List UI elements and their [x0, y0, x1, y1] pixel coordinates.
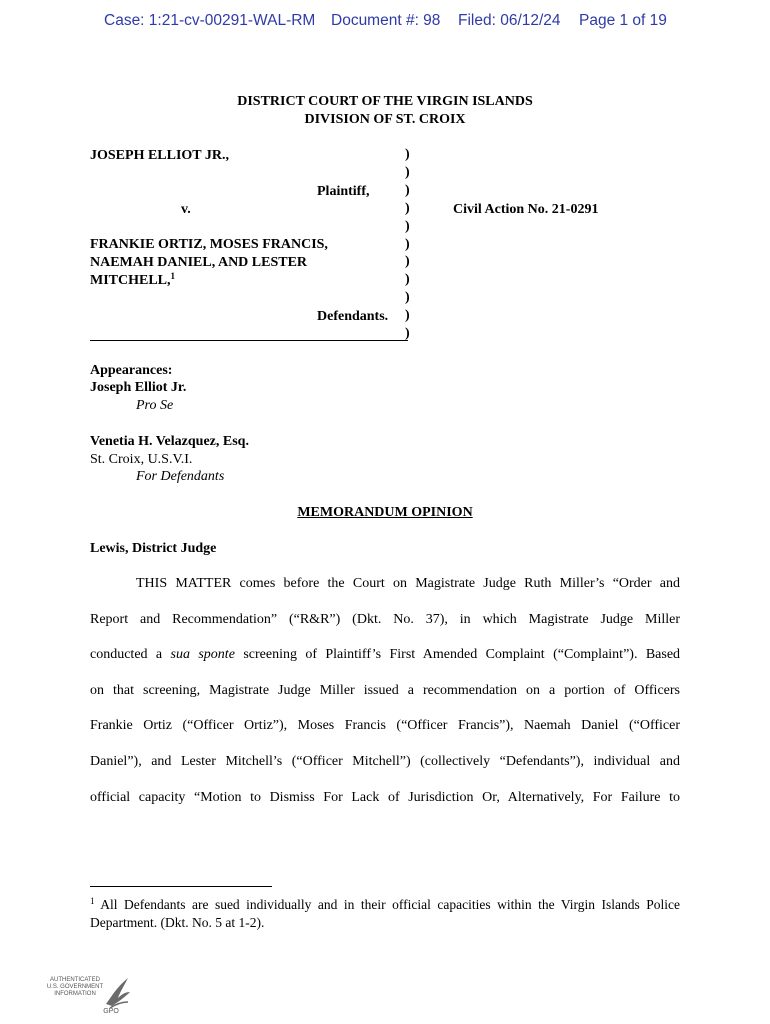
- document-number: Document #: 98: [331, 12, 441, 29]
- footnote-number: 1: [90, 896, 95, 906]
- defendants-line-1: FRANKIE ORTIZ, MOSES FRANCIS,: [90, 237, 328, 252]
- caption-parentheses: ) ) ) ) ) ) ) ) ) ) ): [405, 147, 410, 342]
- footnote-1: $^1$ All Defendants are sued individually and in their official capacities within the Virgin Islands Police Department. (Dkt. No. 5 at 1-2).: [90, 896, 680, 930]
- plaintiff-counsel: Joseph Elliot Jr.: [90, 380, 187, 395]
- court-name: DISTRICT COURT OF THE VIRGIN ISLANDS: [237, 94, 533, 109]
- footnote-rule: [90, 886, 272, 887]
- plaintiff-role: Pro Se: [136, 398, 174, 413]
- page-indicator: Page 1 of 19: [579, 12, 667, 29]
- body-line-3: conducted a sua sponte screening of Plaintiff’s First Amended Complaint (“Complaint”). Based: [90, 647, 681, 662]
- versus: v.: [181, 202, 191, 217]
- plaintiff-label: Plaintiff,: [317, 184, 370, 199]
- body-line-4: on that screening, Magistrate Judge Miller issued a recommendation on a portion of Officers: [90, 683, 680, 698]
- caption-rule: [90, 340, 408, 341]
- filed-date: Filed: 06/12/24: [458, 12, 561, 29]
- plaintiff-name: JOSEPH ELLIOT JR.,: [90, 148, 230, 163]
- gpo-logo-text: AUTHENTICATED U.S. GOVERNMENT INFORMATION: [46, 977, 104, 997]
- footnote-reference[interactable]: 1: [170, 271, 176, 281]
- defense-counsel: Venetia H. Velazquez, Esq.: [90, 434, 249, 449]
- defendants-line-3: MITCHELL,$^1$: [90, 271, 176, 288]
- body-line-7: official capacity “Motion to Dismiss For Lack of Jurisdiction Or, Alternatively, For Failure to: [90, 790, 680, 805]
- body-line-6: Daniel”), and Lester Mitchell’s (“Officer Mitchell”) (collectively “Defendants”), individual and: [90, 754, 680, 769]
- court-division: DIVISION OF ST. CROIX: [304, 112, 466, 127]
- filing-header: [0, 12, 770, 34]
- body-line-5: Frankie Ortiz (“Officer Ortiz”), Moses Francis (“Officer Francis”), Naemah Daniel (“Officer: [90, 718, 680, 733]
- civil-action-number: Civil Action No. 21-0291: [453, 202, 599, 217]
- defendants-label: Defendants.: [317, 309, 389, 324]
- judge-line: Lewis, District Judge: [90, 541, 217, 556]
- defense-role: For Defendants: [136, 469, 225, 484]
- case-number: Case: 1:21-cv-00291-WAL-RM: [104, 12, 316, 29]
- appearances-heading: Appearances:: [90, 363, 173, 378]
- gpo-mark: GPO: [103, 1008, 119, 1015]
- body-line-2: Report and Recommendation” (“R&R”) (Dkt. No. 37), in which Magistrate Judge Miller: [90, 612, 680, 627]
- gpo-authentication-logo: [44, 974, 134, 1018]
- defendants-line-2: NAEMAH DANIEL, AND LESTER: [90, 255, 308, 270]
- eagle-icon: [102, 974, 132, 1012]
- opinion-title: MEMORANDUM OPINION: [297, 505, 473, 520]
- defense-location: St. Croix, U.S.V.I.: [90, 452, 193, 467]
- body-line-1: THIS MATTER comes before the Court on Magistrate Judge Ruth Miller’s “Order and: [136, 576, 680, 591]
